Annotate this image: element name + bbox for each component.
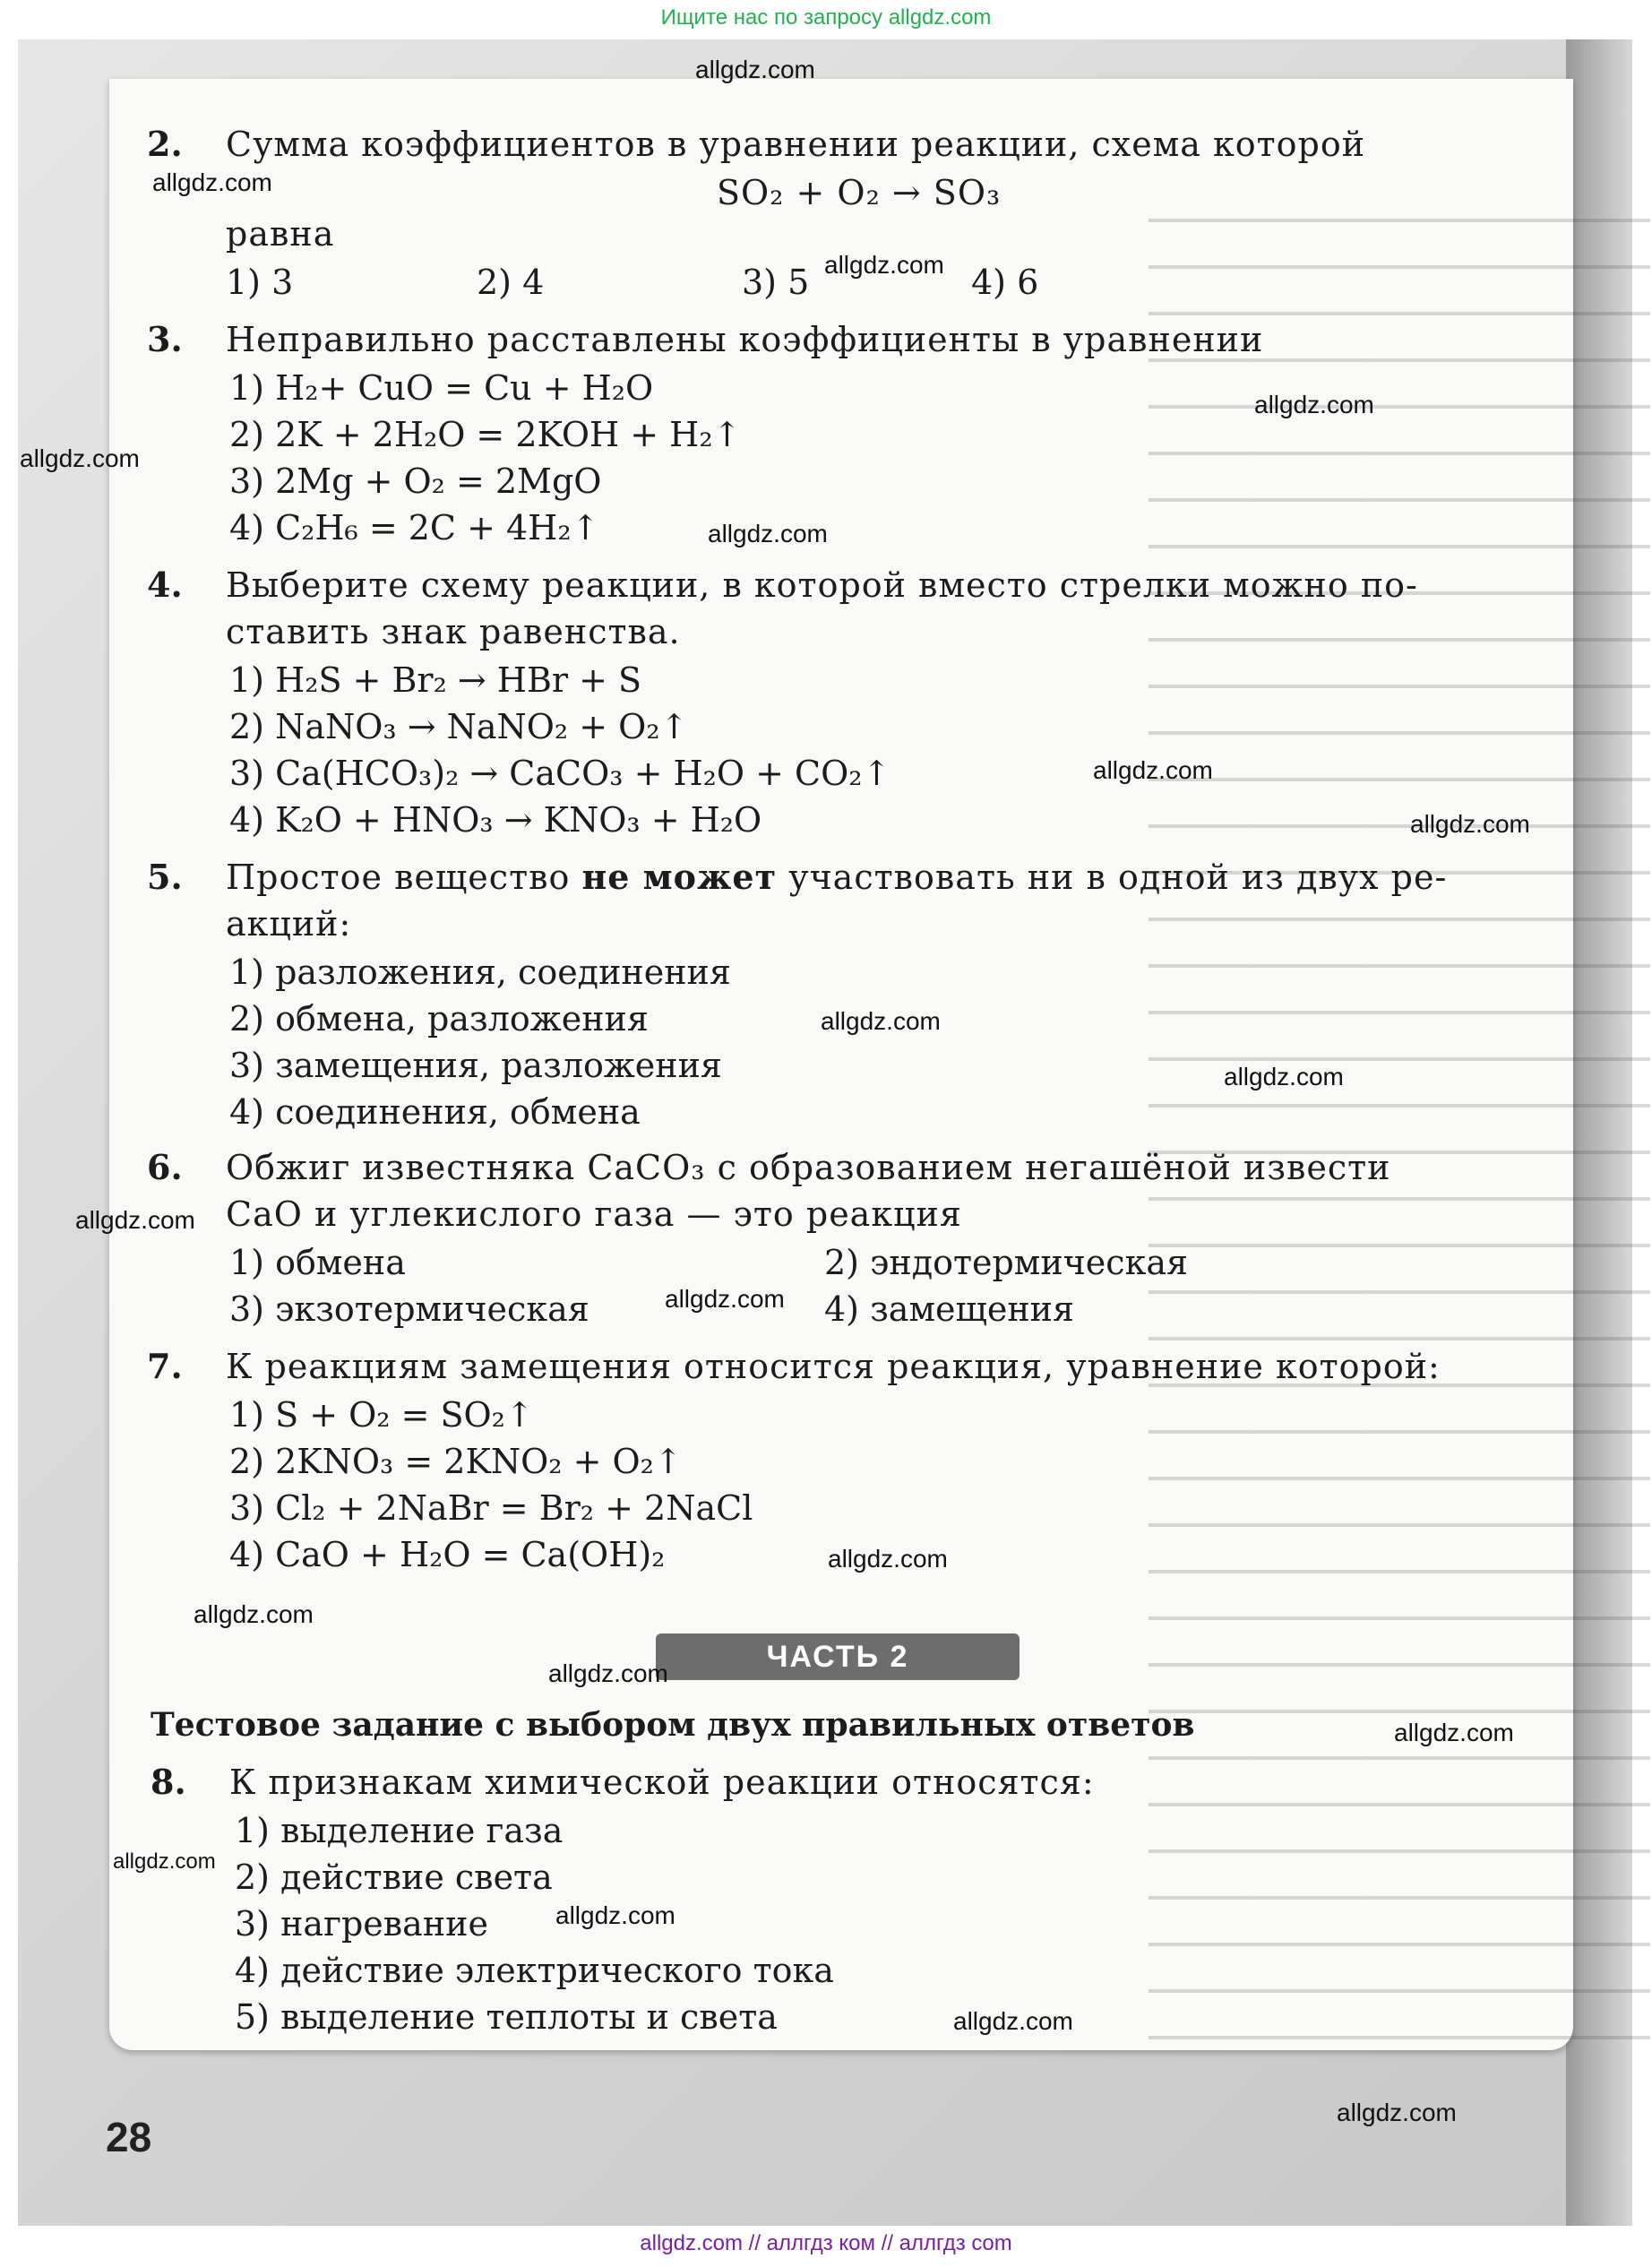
question-4-option-3: 3) Ca(HCO₃)₂ → CaCO₃ + H₂O + CO₂↑ xyxy=(229,754,891,793)
bleed-through-text xyxy=(1149,186,1650,2068)
question-6-number: 6. xyxy=(147,1147,183,1187)
emphasis-text: не может xyxy=(581,857,778,897)
question-8-number: 8. xyxy=(151,1762,186,1802)
watermark: allgdz.com xyxy=(20,444,140,472)
question-5-number: 5. xyxy=(147,857,183,897)
question-2-text-line-1: Сумма коэффициентов в уравнении реакции, схема которой xyxy=(226,125,1366,164)
question-8-option-5: 5) выделение теплоты и света xyxy=(235,1997,778,2037)
question-2-option-1: 1) 3 xyxy=(226,263,294,302)
watermark: allgdz.com xyxy=(695,56,815,83)
section-label: ЧАСТЬ 2 xyxy=(656,1633,1020,1680)
task-title: Тестовое задание с выбором двух правильных ответов xyxy=(151,1706,1195,1744)
question-4-text-line-1: Выберите схему реакции, в которой вместо стрелки можно по- xyxy=(226,565,1418,605)
question-7-option-2: 2) 2KNO₃ = 2KNO₂ + O₂↑ xyxy=(229,1442,683,1481)
question-2-option-3: 3) 5 xyxy=(742,263,810,302)
question-3-option-2: 2) 2K + 2H₂O = 2KOH + H₂↑ xyxy=(229,415,742,454)
watermark: allgdz.com xyxy=(665,1285,785,1313)
watermark: allgdz.com xyxy=(824,251,944,279)
watermark: allgdz.com xyxy=(1254,391,1374,418)
question-6-text-line-2: CaO и углекислого газа — это реакция xyxy=(226,1194,962,1234)
question-7-text: К реакциям замещения относится реакция, уравнение которой: xyxy=(226,1347,1441,1386)
page-number: 28 xyxy=(106,2114,152,2160)
question-5-option-3: 3) замещения, разложения xyxy=(229,1046,722,1085)
question-5-text-line-1: Простое вещество не может участвовать ни в одной из двух ре- xyxy=(226,857,1448,897)
watermark: allgdz.com xyxy=(953,2007,1073,2035)
question-2-text-line-2: равна xyxy=(226,214,335,254)
watermark: allgdz.com xyxy=(821,1007,941,1035)
top-banner: Ищите нас по запросу allgdz.com xyxy=(660,5,992,30)
watermark: allgdz.com xyxy=(1093,756,1213,784)
watermark: allgdz.com xyxy=(194,1600,314,1628)
watermark: allgdz.com xyxy=(1394,1719,1514,1746)
watermark: allgdz.com xyxy=(152,168,272,196)
question-8-option-2: 2) действие света xyxy=(235,1858,553,1897)
question-2-option-2: 2) 4 xyxy=(477,263,545,302)
question-3-option-3: 3) 2Mg + O₂ = 2MgO xyxy=(229,461,602,501)
question-3-text: Неправильно расставлены коэффициенты в уравнении xyxy=(226,320,1264,359)
question-3-number: 3. xyxy=(147,319,183,359)
question-5-option-1: 1) разложения, соединения xyxy=(229,952,731,992)
question-8-option-3: 3) нагревание xyxy=(235,1904,488,1944)
question-4-option-2: 2) NaNO₃ → NaNO₂ + O₂↑ xyxy=(229,707,689,746)
watermark: allgdz.com xyxy=(828,1545,948,1573)
question-2-number: 2. xyxy=(147,124,183,164)
question-7-number: 7. xyxy=(147,1346,183,1386)
watermark: allgdz.com xyxy=(113,1849,216,1874)
question-4-text-line-2: ставить знак равенства. xyxy=(226,612,681,651)
question-3-option-4: 4) C₂H₆ = 2C + 4H₂↑ xyxy=(229,508,600,547)
question-5-text-line-2: акций: xyxy=(226,904,352,944)
question-2-scheme: SO₂ + O₂ → SO₃ xyxy=(717,173,1002,212)
question-7-option-1: 1) S + O₂ = SO₂↑ xyxy=(229,1395,534,1435)
question-6-text-line-1: Обжиг известняка CaCO₃ с образованием негашёной извести xyxy=(226,1148,1391,1187)
question-3-option-1: 1) H₂+ CuO = Cu + H₂O xyxy=(229,368,654,408)
watermark: allgdz.com xyxy=(1224,1063,1344,1090)
question-8-option-4: 4) действие электрического тока xyxy=(235,1951,834,1990)
question-4-option-1: 1) H₂S + Br₂ → HBr + S xyxy=(229,660,642,700)
question-5-option-2: 2) обмена, разложения xyxy=(229,999,649,1039)
question-6-option-4: 4) замещения xyxy=(824,1289,1074,1329)
question-4-number: 4. xyxy=(147,565,183,605)
question-8-option-1: 1) выделение газа xyxy=(235,1811,564,1850)
question-6-option-3: 3) экзотермическая xyxy=(229,1289,589,1329)
question-7-option-4: 4) CaO + H₂O = Ca(OH)₂ xyxy=(229,1535,666,1574)
watermark: allgdz.com xyxy=(555,1901,675,1929)
watermark: allgdz.com xyxy=(1410,810,1530,838)
question-6-option-1: 1) обмена xyxy=(229,1243,406,1282)
question-4-option-4: 4) K₂O + HNO₃ → KNO₃ + H₂O xyxy=(229,800,762,840)
question-5-option-4: 4) соединения, обмена xyxy=(229,1092,641,1132)
question-7-option-3: 3) Cl₂ + 2NaBr = Br₂ + 2NaCl xyxy=(229,1488,753,1528)
question-2-option-4: 4) 6 xyxy=(971,263,1039,302)
watermark: allgdz.com xyxy=(708,520,828,547)
bottom-banner: allgdz.com // аллгдз ком // аллгдз com xyxy=(640,2231,1012,2255)
watermark: allgdz.com xyxy=(1337,2099,1457,2126)
watermark: allgdz.com xyxy=(75,1206,195,1234)
watermark: allgdz.com xyxy=(548,1659,668,1687)
question-6-option-2: 2) эндотермическая xyxy=(824,1243,1188,1282)
question-8-text: К признакам химической реакции относятся: xyxy=(229,1763,1095,1802)
